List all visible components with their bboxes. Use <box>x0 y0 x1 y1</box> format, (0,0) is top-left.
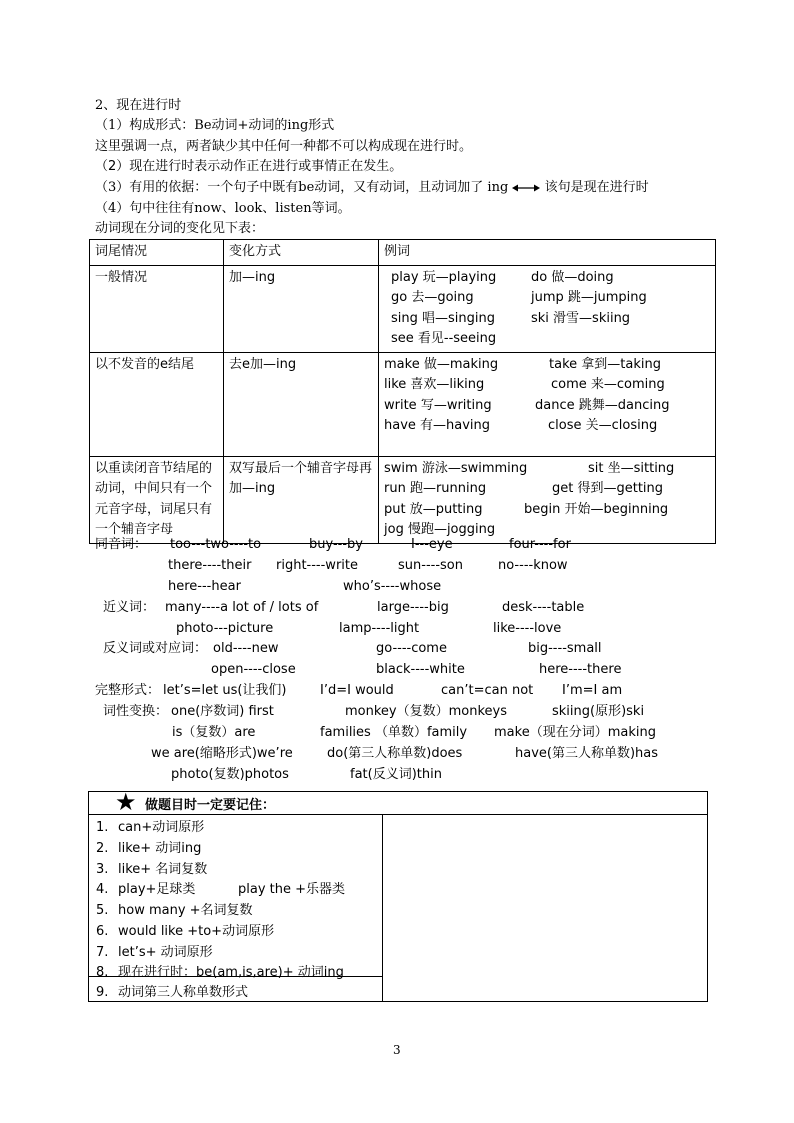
word-pair: monkey（复数）monkeys <box>345 704 507 719</box>
page-number: 3 <box>393 1043 401 1057</box>
example-word: take 拿到—taking <box>549 356 661 372</box>
example-word: do 做—doing <box>531 269 614 285</box>
case-cell: 一般情况 <box>90 265 224 352</box>
word-pair: photo(复数)photos <box>171 767 289 782</box>
star-icon: ★ <box>115 788 137 816</box>
list-item: 9. 动词第三人称单数形式 <box>96 985 249 1000</box>
word-pair: let’s=let us(让我们) <box>163 683 287 698</box>
word-pair: open----close <box>211 662 296 677</box>
example-word: get 得到—getting <box>552 481 664 496</box>
word-pair: do(第三人称单数)does <box>327 746 463 761</box>
rule-2: （2）现在进行时表示动作正在进行或事情正在发生。 <box>95 159 403 174</box>
example-word: go 去—going <box>391 290 474 305</box>
word-pair: large----big <box>377 600 449 615</box>
word-pair: old----new <box>213 641 279 656</box>
list-item: 1. can+动词原形 <box>96 820 205 835</box>
word-pair: there----their <box>168 558 252 573</box>
case-cell: 以重读闭音节结尾的动词，中间只有一个元音字母，词尾只有一个辅音字母 <box>90 456 224 543</box>
word-pair: we are(缩略形式)we’re <box>151 746 293 761</box>
example-word: sit 坐—sitting <box>588 460 675 476</box>
rule-3-conclusion: 该句是现在进行时 <box>544 180 649 195</box>
example-word: swim 游泳—swimming <box>384 460 528 476</box>
word-pair: here----there <box>539 662 622 677</box>
examples-cell <box>379 456 716 543</box>
word-pair: I’d=I would <box>320 683 394 698</box>
word-pair: too---two----to <box>170 537 262 552</box>
rule-4: （4）句中往往有now、look、listen等词。 <box>95 201 351 216</box>
word-pair: big----small <box>528 641 602 656</box>
word-pair: one(序数词) first <box>171 704 274 719</box>
method-cell: 去e加—ing <box>224 352 379 456</box>
example-word: come 来—coming <box>551 377 665 392</box>
example-word: jog 慢跑—jogging <box>384 522 496 537</box>
example-word: write 写—writing <box>384 397 492 413</box>
rule-1: （1）构成形式：Be动词+动词的ing形式 <box>95 118 335 133</box>
rule-3-text: （3）有用的依据：一个句子中既有be动词，又有动词，且动词加了 ing <box>95 180 509 195</box>
example-word: begin 开始—beginning <box>524 501 669 517</box>
word-pair: buy---by <box>309 537 363 552</box>
verb-ing-table <box>89 239 716 544</box>
section-title: 2、现在进行时 <box>95 98 182 113</box>
synonyms-label: 近义词： <box>103 600 156 615</box>
example-word: see 看见--seeing <box>391 331 497 346</box>
word-pair: desk----table <box>502 600 585 615</box>
header-case: 词尾情况 <box>90 240 224 266</box>
example-word: run 跑—running <box>384 481 487 496</box>
list-item: 6. would like +to+动词原形 <box>96 924 275 939</box>
word-pair: here---hear <box>168 579 241 594</box>
word-pair: go----come <box>376 641 447 656</box>
word-pair: like----love <box>493 621 562 636</box>
example-word: put 放—putting <box>384 501 483 517</box>
list-item: 2. like+ 动词ing <box>96 841 202 856</box>
header-examples: 例词 <box>379 240 716 266</box>
list-item: 3. like+ 名词复数 <box>96 862 208 877</box>
word-pair: I’m=I am <box>562 683 623 698</box>
list-item: 4. play+足球类 play the +乐器类 <box>96 882 346 897</box>
example-word: jump 跳—jumping <box>531 290 647 305</box>
word-pair: fat(反义词)thin <box>350 767 442 782</box>
examples-cell <box>379 265 716 352</box>
word-pair: photo---picture <box>176 621 274 636</box>
word-pair: four----for <box>509 537 571 552</box>
word-pair: no----know <box>498 558 568 573</box>
word-pair: black----white <box>376 662 465 677</box>
table-intro: 动词现在分词的变化见下表： <box>95 221 265 236</box>
word-pair: sun----son <box>398 558 463 573</box>
table-row <box>90 352 716 456</box>
word-pair: many----a lot of / lots of <box>165 600 319 615</box>
word-pair: is（复数）are <box>172 725 256 740</box>
word-pair: make（现在分词）making <box>494 725 656 740</box>
word-pair: families （单数）family <box>320 725 468 740</box>
word-pair: lamp----light <box>339 621 420 636</box>
antonyms-label: 反义词或对应词： <box>103 641 208 656</box>
method-cell: 加—ing <box>224 265 379 352</box>
word-pair: I---eye <box>411 537 453 552</box>
word-pair: can’t=can not <box>441 683 534 698</box>
method-cell: 双写最后一个辅音字母再加—ing <box>224 456 379 543</box>
remember-box <box>88 788 708 1002</box>
double-arrow-icon <box>512 183 540 193</box>
list-item: 7. let’s+ 动词原形 <box>96 945 213 960</box>
example-word: have 有—having <box>384 418 491 433</box>
word-pair: have(第三人称单数)has <box>515 746 659 761</box>
example-word: play 玩—playing <box>391 269 497 285</box>
homophones-label: 同音词： <box>95 537 148 552</box>
examples-cell <box>379 352 716 456</box>
rule-note: 这里强调一点，两者缺少其中任何一种都不可以构成现在进行时。 <box>95 139 473 154</box>
full-form-label: 完整形式： <box>95 683 161 698</box>
table-row <box>90 265 716 352</box>
example-word: dance 跳舞—dancing <box>535 397 670 413</box>
list-item: 8. 现在进行时：be(am,is,are)+ 动词ing <box>96 965 344 980</box>
word-pair: who’s----whose <box>343 579 442 594</box>
table-row <box>90 456 716 543</box>
example-word: make 做—making <box>384 356 499 372</box>
part-of-speech-label: 词性变换： <box>103 704 169 719</box>
remember-box-header <box>89 788 707 816</box>
header-method: 变化方式 <box>224 240 379 266</box>
case-cell: 以不发音的e结尾 <box>90 352 224 456</box>
example-word: close 关—closing <box>548 418 658 433</box>
word-pair: right----write <box>276 558 358 573</box>
example-word: like 喜欢—liking <box>384 377 485 392</box>
column-divider <box>382 814 383 1001</box>
word-pair: skiing(原形)ski <box>552 704 645 719</box>
remember-box-title: 做题目时一定要记住： <box>145 798 276 813</box>
rule-3 <box>95 178 649 198</box>
list-item: 5. how many +名词复数 <box>96 903 253 918</box>
example-word: sing 唱—singing <box>391 310 495 326</box>
table-header-row <box>90 240 716 266</box>
example-word: ski 滑雪—skiing <box>531 310 631 326</box>
